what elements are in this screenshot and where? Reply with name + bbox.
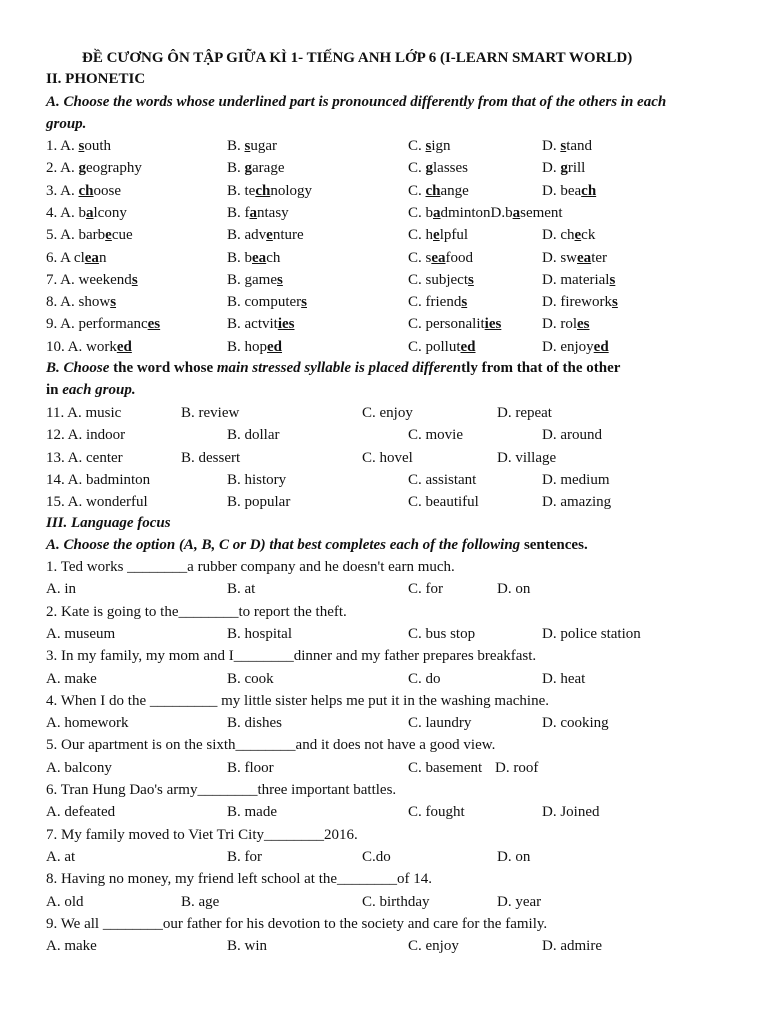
underlined-part: ies (277, 316, 295, 333)
option-text: C. (408, 160, 426, 177)
underlined-part: s (78, 138, 85, 154)
option-text: 5. A. barb (46, 227, 106, 244)
phonetic-option-c (408, 159, 468, 177)
phonetic-option-a (46, 315, 160, 333)
stress-option-c: C. assistant (408, 471, 477, 488)
option-text: C. b (408, 204, 434, 221)
underlined-part: s (560, 138, 567, 154)
stress-option-a: 14. A. badminton (46, 471, 151, 488)
stress-option-a: 12. A. indoor (46, 427, 126, 444)
answer-option-b: B. at (227, 581, 256, 598)
part-b-text-4: in (46, 382, 63, 398)
phonetic-option-c (408, 204, 563, 222)
option-text: 7. A. weekend (46, 271, 132, 288)
stress-option-c: C. enjoy (362, 405, 413, 421)
option-text: lcony (93, 204, 127, 221)
stress-option-d: D. repeat (497, 405, 552, 421)
stress-option-b: B. history (227, 471, 287, 488)
option-text: arage (252, 160, 285, 177)
option-text: ter (591, 249, 608, 266)
phonetic-option-d (542, 249, 607, 267)
option-text: D. rol (542, 316, 577, 333)
phonetic-option-a (46, 338, 132, 356)
underlined-part: s (611, 294, 618, 311)
option-text: C. h (408, 227, 434, 244)
part-b-text-3: tly from that of the other (461, 360, 621, 376)
underlined-part: es (147, 316, 161, 333)
phonetic-option-b (227, 204, 289, 222)
phonetic-option-c (408, 226, 468, 244)
phonetic-option-c (408, 249, 473, 267)
option-text: oose (93, 182, 122, 199)
phonetic-option-d (542, 182, 596, 200)
part-b-instruction-line2 (46, 381, 136, 399)
answer-option-a: A. make (46, 670, 97, 687)
answer-option-c: C. enjoy (408, 938, 459, 955)
underlined-part: ch (581, 182, 597, 199)
underlined-part: e (574, 227, 582, 244)
underlined-part: s (131, 271, 138, 288)
phonetic-option-b (227, 315, 295, 333)
phonetic-option-d (542, 293, 618, 311)
part-b-text-5: each group. (62, 382, 136, 398)
phonetic-option-c (408, 137, 451, 155)
option-text: D. material (542, 271, 610, 288)
option-text: D. bea (542, 182, 582, 199)
phonetic-option-b (227, 226, 304, 244)
underlined-part: a (433, 204, 441, 221)
option-text: D. sw (542, 249, 578, 266)
question-text: 3. In my family, my mom and I________dinner and my father prepares breakfast. (46, 648, 537, 665)
option-text: 4. A. b (46, 204, 87, 221)
underlined-part: ed (267, 338, 283, 355)
answer-option-c: C. bus stop (408, 625, 476, 642)
stress-option-d: D. medium (542, 471, 610, 488)
language-a-text: A. Choose the option (A, B, C or D) that best completes each of the following (46, 537, 524, 553)
answer-option-d: D. year (497, 893, 542, 910)
answer-option-c: C. fought (408, 804, 465, 821)
option-text: cue (111, 227, 133, 244)
phonetic-option-c (408, 271, 474, 289)
answer-option-d: D. admire (542, 938, 602, 955)
stress-option-a: 13. A. center (46, 449, 123, 466)
underlined-part: e (433, 227, 440, 244)
underlined-part: s (468, 271, 474, 288)
option-text: D. (542, 160, 561, 177)
answer-option-c: C. basement (408, 759, 483, 776)
answer-option-a: A. old (46, 893, 84, 910)
option-text: ign (431, 138, 451, 154)
phonetic-option-a (46, 226, 133, 244)
answer-option-a: A. homework (46, 715, 129, 732)
option-text: C. (408, 138, 426, 154)
underlined-part: e (266, 227, 273, 244)
option-text: C. pollut (408, 338, 461, 355)
option-text: lpful (439, 227, 469, 244)
option-text: B. te (227, 182, 256, 199)
part-b-text-2: main stressed syllable is placed differen (216, 360, 462, 376)
underlined-part: a (86, 204, 94, 221)
option-text: tand (566, 138, 593, 154)
phonetic-option-c (408, 182, 469, 200)
phonetic-option-a (46, 204, 127, 222)
answer-option-d: D. heat (542, 670, 586, 687)
option-text: ugar (250, 138, 278, 154)
underlined-part: ea (431, 249, 446, 266)
stress-option-d: D. around (542, 427, 602, 444)
option-text: D. enjoy (542, 338, 594, 355)
underlined-part: e (105, 227, 112, 244)
phonetic-option-d (542, 137, 592, 155)
underlined-part: ch (425, 182, 441, 199)
underlined-part: s (277, 271, 283, 288)
option-text: ck (581, 227, 596, 244)
answer-option-b: B. hospital (227, 625, 293, 642)
answer-option-a: A. at (46, 848, 76, 865)
phonetic-option-b (227, 249, 280, 267)
option-text: B. f (227, 204, 250, 221)
option-text: 6. A cl (46, 249, 85, 266)
option-text: rill (567, 160, 586, 177)
underlined-part: ed (593, 338, 609, 355)
option-text: D. firework (542, 294, 612, 311)
phonetic-option-d (542, 159, 585, 177)
option-text: outh (84, 138, 112, 154)
part-a-instruction-line1: A. Choose the words whose underlined part is pronounced differently from that of the others in each (46, 94, 667, 110)
option-text: nology (270, 182, 313, 199)
stress-option-a: 11. A. music (46, 405, 122, 421)
answer-option-a: A. make (46, 938, 97, 955)
question-text: 2. Kate is going to the________to report the theft. (46, 603, 347, 620)
underlined-part: a (249, 204, 257, 221)
language-a-instruction (46, 536, 588, 554)
section-language-heading: III. Language focus (46, 515, 171, 531)
stress-option-b: B. popular (227, 494, 291, 511)
option-text: eography (86, 160, 142, 177)
option-text: nture (272, 227, 304, 244)
option-text: B. b (227, 249, 253, 266)
stress-option-d: D. village (497, 449, 557, 466)
question-text: 7. My family moved to Viet Tri City________2016. (46, 826, 358, 843)
answer-option-b: B. win (227, 938, 268, 955)
answer-option-b: B. age (181, 893, 220, 910)
option-text: C. s (408, 249, 432, 266)
answer-option-c: C. birthday (362, 893, 430, 910)
option-text: C. personalit (408, 316, 485, 333)
underlined-part: es (577, 316, 590, 333)
option-text: B. actvit (227, 316, 278, 333)
answer-option-c: C. for (408, 581, 443, 598)
option-text: sement (520, 204, 563, 221)
underlined-part: s (609, 271, 616, 288)
option-text: 3. A. (46, 182, 79, 199)
option-text: dmintonD.b (440, 204, 513, 221)
option-text: B. (227, 138, 245, 154)
phonetic-option-d (542, 226, 595, 244)
option-text: D. (542, 138, 561, 154)
phonetic-option-b (227, 271, 283, 289)
option-text: B. game (227, 271, 277, 288)
option-text: C. friend (408, 294, 462, 311)
answer-option-d: D. cooking (542, 715, 609, 732)
stress-option-d: D. amazing (542, 494, 612, 511)
phonetic-option-c (408, 315, 501, 333)
stress-option-c: C. beautiful (408, 494, 479, 511)
phonetic-option-b (227, 182, 312, 200)
phonetic-option-b (227, 159, 284, 177)
underlined-part: g (425, 160, 434, 177)
underlined-part: g (78, 160, 87, 177)
option-text: B. computer (227, 294, 302, 311)
phonetic-option-b (227, 338, 282, 356)
answer-option-c: C. do (408, 670, 441, 687)
phonetic-option-b (227, 293, 307, 311)
underlined-part: s (461, 294, 468, 311)
language-a-period: . (583, 537, 588, 553)
underlined-part: ed (460, 338, 476, 355)
language-a-text-end: sentences (523, 537, 584, 553)
section-phonetic-heading: II. PHONETIC (46, 71, 146, 87)
answer-option-d: D. on (497, 581, 531, 598)
answer-option-a: A. balcony (46, 759, 112, 776)
underlined-part: s (425, 138, 432, 154)
option-text: 8. A. show (46, 294, 111, 311)
question-text: 8. Having no money, my friend left school at the________of 14. (46, 871, 433, 888)
stress-option-b: B. dessert (181, 449, 241, 466)
phonetic-option-c (408, 338, 476, 356)
question-text: 9. We all ________our father for his devotion to the society and care for the family. (46, 915, 548, 932)
answer-option-c: C. laundry (408, 715, 472, 732)
phonetic-option-a (46, 271, 138, 289)
answer-option-a: A. in (46, 581, 76, 598)
option-text: B. (227, 160, 245, 177)
answer-option-a: A. museum (46, 625, 116, 642)
phonetic-option-d (542, 271, 615, 289)
answer-option-d: D. on (497, 848, 531, 865)
option-text: ch (266, 249, 281, 266)
underlined-part: g (244, 160, 253, 177)
answer-option-d: D. police station (542, 625, 641, 642)
question-text: 4. When I do the _________ my little sister helps me put it in the washing machine. (46, 692, 549, 709)
stress-option-c: C. hovel (362, 449, 413, 466)
underlined-part: ea (252, 249, 267, 266)
option-text: C. (408, 182, 426, 199)
phonetic-option-a (46, 182, 121, 200)
question-text: 5. Our apartment is on the sixth________and it does not have a good view. (46, 737, 496, 754)
option-text: ange (440, 182, 469, 199)
option-text: n (98, 249, 107, 266)
phonetic-option-d (542, 315, 590, 333)
option-text: D. ch (542, 227, 575, 244)
underlined-part: g (560, 160, 568, 177)
answer-option-d: D. Joined (542, 804, 600, 821)
option-text: food (445, 249, 474, 266)
option-text: lasses (433, 160, 469, 177)
option-text: 2. A. (46, 160, 79, 177)
answer-option-b: B. for (227, 848, 262, 865)
underlined-part: s (244, 138, 251, 154)
answer-option-c: C.do (362, 848, 391, 865)
underlined-part: ch (78, 182, 94, 199)
part-a-instruction-line2: group. (46, 116, 87, 132)
option-text: B. adv (227, 227, 267, 244)
answer-option-b: B. floor (227, 759, 274, 776)
underlined-part: ea (577, 249, 592, 266)
option-text: ntasy (257, 204, 289, 221)
phonetic-option-a (46, 159, 142, 177)
phonetic-option-a (46, 137, 111, 155)
option-text: 1. A. (46, 138, 79, 154)
phonetic-option-a (46, 249, 106, 267)
part-b-instruction-line1 (46, 359, 620, 377)
document-title: ĐỀ CƯƠNG ÔN TẬP GIỮA KÌ 1- TIẾNG ANH LỚP 6 (I-LEARN SMART WORLD) (82, 50, 633, 66)
answer-option-b: B. made (227, 804, 277, 821)
underlined-part: a (512, 204, 521, 221)
question-text: 6. Tran Hung Dao's army________three important battles. (46, 782, 397, 798)
stress-option-b: B. review (181, 405, 240, 421)
phonetic-option-c (408, 293, 467, 311)
phonetic-option-d (542, 338, 609, 356)
underlined-part: s (301, 294, 307, 311)
phonetic-option-b (227, 137, 277, 155)
underlined-part: ch (255, 182, 271, 199)
underlined-part: ies (484, 316, 502, 333)
question-text: 1. Ted works ________a rubber company and he doesn't earn much. (46, 559, 455, 575)
option-text: C. subject (408, 271, 468, 288)
option-text: 9. A. performanc (46, 316, 148, 333)
answer-option-a: A. defeated (46, 804, 116, 821)
option-text: 10. A. work (46, 338, 117, 355)
underlined-part: ed (116, 338, 132, 355)
stress-option-c: C. movie (408, 427, 463, 444)
option-text: B. hop (227, 338, 268, 355)
answer-option-b: B. cook (227, 670, 274, 687)
stress-option-a: 15. A. wonderful (46, 494, 148, 511)
part-b-label: B. Choose (46, 360, 110, 376)
answer-option-b: B. dishes (227, 715, 283, 732)
answer-option-d: D. roof (495, 759, 539, 776)
part-b-text-1: the word whose (109, 360, 217, 376)
underlined-part: ea (84, 249, 99, 266)
phonetic-option-a (46, 293, 116, 311)
underlined-part: s (110, 294, 117, 311)
stress-option-b: B. dollar (227, 427, 280, 444)
